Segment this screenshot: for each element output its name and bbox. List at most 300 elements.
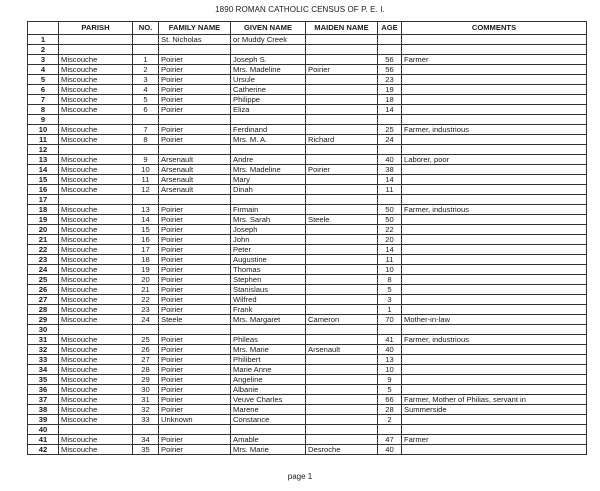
cell-row-number: 24 [28,265,59,275]
cell-comments: Farmer, industrious [402,125,587,135]
table-row [28,115,587,125]
cell-age: 5 [378,385,402,395]
cell-comments: Laborer, poor [402,155,587,165]
cell-given-name: Mrs. Margaret [231,315,306,325]
cell-household-number: 17 [133,245,159,255]
cell-parish [59,425,133,435]
cell-household-number: 15 [133,225,159,235]
cell-household-number [133,325,159,335]
cell-household-number: 22 [133,295,159,305]
cell-row-number: 16 [28,185,59,195]
cell-age: 10 [378,265,402,275]
table-row [28,445,587,455]
cell-household-number: 19 [133,265,159,275]
cell-row-number: 2 [28,45,59,55]
cell-parish: Miscouche [59,365,133,375]
cell-household-number: 14 [133,215,159,225]
cell-family-name: Poirier [159,245,231,255]
table-row [28,65,587,75]
cell-row-number: 7 [28,95,59,105]
cell-maiden-name [306,105,378,115]
cell-comments: Farmer, Mother of Philias, servant in [402,395,587,405]
cell-family-name: Poirier [159,295,231,305]
table-row [28,385,587,395]
cell-comments [402,215,587,225]
cell-given-name: Augustine [231,255,306,265]
cell-given-name: Mrs. Sarah [231,215,306,225]
cell-maiden-name [306,125,378,135]
table-row [28,105,587,115]
cell-parish: Miscouche [59,185,133,195]
table-row [28,325,587,335]
cell-parish: Miscouche [59,445,133,455]
cell-age: 66 [378,395,402,405]
cell-maiden-name [306,225,378,235]
cell-maiden-name [306,355,378,365]
cell-given-name: Amable [231,435,306,445]
cell-age: 38 [378,165,402,175]
cell-household-number: 8 [133,135,159,145]
cell-given-name: Peter [231,245,306,255]
cell-comments: Farmer [402,435,587,445]
cell-parish: Miscouche [59,375,133,385]
cell-maiden-name [306,435,378,445]
cell-parish: Miscouche [59,55,133,65]
table-row [28,55,587,65]
cell-household-number: 18 [133,255,159,265]
cell-given-name: Joseph S. [231,55,306,65]
cell-family-name: Poirier [159,75,231,85]
cell-parish: Miscouche [59,405,133,415]
cell-age [378,425,402,435]
cell-parish: Miscouche [59,205,133,215]
cell-given-name: Albanie [231,385,306,395]
cell-age: 40 [378,445,402,455]
table-row [28,415,587,425]
cell-family-name [159,145,231,155]
cell-family-name: Poirier [159,355,231,365]
cell-age [378,45,402,55]
cell-age: 14 [378,105,402,115]
cell-given-name: Angeline [231,375,306,385]
cell-family-name: Poirier [159,65,231,75]
cell-household-number: 12 [133,185,159,195]
table-row [28,135,587,145]
cell-household-number: 13 [133,205,159,215]
cell-parish [59,115,133,125]
cell-household-number [133,195,159,205]
cell-row-number: 20 [28,225,59,235]
cell-household-number: 30 [133,385,159,395]
cell-row-number: 28 [28,305,59,315]
cell-given-name: Mrs. Marie [231,445,306,455]
cell-family-name: Poirier [159,345,231,355]
cell-comments [402,95,587,105]
table-row [28,265,587,275]
column-header-household-number: NO. [133,22,159,35]
cell-given-name [231,145,306,155]
cell-row-number: 3 [28,55,59,65]
table-row [28,255,587,265]
cell-maiden-name [306,145,378,155]
cell-given-name: Ferdinand [231,125,306,135]
cell-parish: Miscouche [59,155,133,165]
cell-parish: Miscouche [59,275,133,285]
cell-age: 5 [378,285,402,295]
cell-family-name: Poirier [159,225,231,235]
cell-family-name: Poirier [159,265,231,275]
cell-row-number: 39 [28,415,59,425]
cell-maiden-name [306,305,378,315]
census-table [27,21,587,455]
cell-given-name: Stephen [231,275,306,285]
cell-comments [402,185,587,195]
cell-household-number: 34 [133,435,159,445]
cell-maiden-name [306,115,378,125]
cell-row-number: 9 [28,115,59,125]
table-row [28,355,587,365]
cell-comments [402,375,587,385]
cell-family-name [159,115,231,125]
cell-parish [59,35,133,45]
page-number: page 1 [287,472,313,481]
cell-household-number: 24 [133,315,159,325]
cell-age: 14 [378,175,402,185]
cell-age [378,195,402,205]
cell-given-name: Ursule [231,75,306,85]
cell-row-number: 13 [28,155,59,165]
cell-family-name: Poirier [159,385,231,395]
cell-parish: Miscouche [59,345,133,355]
cell-family-name: Poirier [159,405,231,415]
cell-age: 3 [378,295,402,305]
cell-given-name: Mrs. Madeline [231,65,306,75]
cell-maiden-name [306,255,378,265]
cell-row-number: 26 [28,285,59,295]
cell-parish: Miscouche [59,85,133,95]
cell-given-name: Eliza [231,105,306,115]
cell-maiden-name [306,85,378,95]
cell-comments [402,415,587,425]
cell-given-name: Stanislaus [231,285,306,295]
cell-age: 41 [378,335,402,345]
cell-household-number [133,425,159,435]
cell-parish: Miscouche [59,415,133,425]
table-row [28,285,587,295]
cell-maiden-name [306,195,378,205]
cell-row-number: 25 [28,275,59,285]
cell-comments [402,305,587,315]
table-row [28,85,587,95]
cell-parish [59,145,133,155]
table-row [28,225,587,235]
cell-given-name: Mrs. M. A. [231,135,306,145]
cell-comments: Farmer [402,55,587,65]
cell-row-number: 35 [28,375,59,385]
cell-maiden-name [306,405,378,415]
cell-age: 70 [378,315,402,325]
cell-family-name [159,45,231,55]
cell-parish: Miscouche [59,165,133,175]
cell-given-name: Thomas [231,265,306,275]
cell-row-number: 8 [28,105,59,115]
cell-age: 40 [378,345,402,355]
cell-age [378,145,402,155]
cell-maiden-name [306,175,378,185]
cell-family-name: Poirier [159,95,231,105]
cell-age: 22 [378,225,402,235]
cell-age [378,325,402,335]
cell-household-number [133,45,159,55]
cell-comments [402,105,587,115]
table-row [28,375,587,385]
table-row [28,95,587,105]
cell-family-name: Poirier [159,445,231,455]
header-row [28,22,587,35]
cell-given-name: Veuve Charles [231,395,306,405]
cell-family-name: Poirier [159,435,231,445]
cell-age: 25 [378,125,402,135]
cell-given-name: Constance [231,415,306,425]
cell-family-name [159,425,231,435]
cell-maiden-name [306,275,378,285]
cell-given-name: Marie Anne [231,365,306,375]
cell-household-number: 9 [133,155,159,165]
cell-parish [59,45,133,55]
cell-family-name: Poirier [159,85,231,95]
cell-family-name: Poirier [159,215,231,225]
cell-given-name: Mrs. Marie [231,345,306,355]
cell-household-number: 26 [133,345,159,355]
cell-row-number: 1 [28,35,59,45]
cell-parish: Miscouche [59,75,133,85]
cell-parish: Miscouche [59,105,133,115]
cell-comments [402,245,587,255]
cell-age: 23 [378,75,402,85]
cell-parish [59,325,133,335]
cell-age: 20 [378,235,402,245]
cell-family-name: Steele [159,315,231,325]
cell-parish: Miscouche [59,65,133,75]
cell-maiden-name: Richard [306,135,378,145]
cell-maiden-name [306,325,378,335]
cell-row-number: 6 [28,85,59,95]
cell-row-number: 5 [28,75,59,85]
cell-household-number: 11 [133,175,159,185]
cell-age: 10 [378,365,402,375]
cell-household-number: 5 [133,95,159,105]
cell-family-name: Poirier [159,305,231,315]
cell-household-number: 29 [133,375,159,385]
cell-row-number: 40 [28,425,59,435]
table-row [28,275,587,285]
cell-maiden-name [306,75,378,85]
cell-family-name: Poirier [159,55,231,65]
cell-comments [402,175,587,185]
cell-age [378,115,402,125]
cell-parish: Miscouche [59,245,133,255]
cell-maiden-name [306,235,378,245]
cell-comments [402,345,587,355]
cell-family-name: St. Nicholas [159,35,231,45]
cell-age: 1 [378,305,402,315]
cell-family-name: Arsenault [159,155,231,165]
cell-given-name: Marene [231,405,306,415]
cell-age: 24 [378,135,402,145]
table-row [28,405,587,415]
cell-family-name: Poirier [159,205,231,215]
cell-comments [402,35,587,45]
cell-comments [402,285,587,295]
cell-row-number: 37 [28,395,59,405]
cell-given-name: or Muddy Creek [231,35,306,45]
cell-maiden-name [306,185,378,195]
cell-maiden-name: Poirier [306,65,378,75]
cell-comments [402,225,587,235]
cell-household-number: 2 [133,65,159,75]
cell-family-name: Poirier [159,275,231,285]
cell-given-name: Wilfred [231,295,306,305]
cell-parish: Miscouche [59,225,133,235]
column-header-comments: COMMENTS [402,22,587,35]
cell-comments [402,85,587,95]
cell-given-name [231,325,306,335]
cell-comments: Farmer, industrious [402,205,587,215]
cell-household-number: 20 [133,275,159,285]
cell-household-number: 31 [133,395,159,405]
cell-household-number: 16 [133,235,159,245]
cell-parish: Miscouche [59,315,133,325]
cell-age: 56 [378,55,402,65]
table-row [28,245,587,255]
cell-comments [402,65,587,75]
cell-comments [402,295,587,305]
cell-given-name [231,115,306,125]
cell-parish: Miscouche [59,255,133,265]
cell-row-number: 17 [28,195,59,205]
table-row [28,305,587,315]
cell-given-name: Frank [231,305,306,315]
cell-comments [402,365,587,375]
cell-row-number: 42 [28,445,59,455]
cell-parish: Miscouche [59,355,133,365]
table-row [28,35,587,45]
cell-household-number: 25 [133,335,159,345]
cell-comments [402,165,587,175]
table-row [28,205,587,215]
cell-parish: Miscouche [59,235,133,245]
cell-maiden-name [306,395,378,405]
column-header-age: AGE [378,22,402,35]
cell-row-number: 21 [28,235,59,245]
table-body [28,35,587,455]
cell-given-name [231,425,306,435]
cell-maiden-name: Cameron [306,315,378,325]
cell-parish: Miscouche [59,295,133,305]
cell-comments [402,275,587,285]
cell-row-number: 23 [28,255,59,265]
table-row [28,425,587,435]
cell-maiden-name [306,55,378,65]
cell-maiden-name [306,375,378,385]
cell-comments [402,195,587,205]
cell-family-name: Poirier [159,235,231,245]
cell-family-name: Arsenault [159,175,231,185]
cell-age: 50 [378,205,402,215]
cell-comments [402,355,587,365]
cell-age: 9 [378,375,402,385]
cell-maiden-name [306,425,378,435]
cell-household-number [133,115,159,125]
table-row [28,155,587,165]
cell-comments [402,425,587,435]
cell-age: 2 [378,415,402,425]
column-header-parish: PARISH [59,22,133,35]
cell-age: 13 [378,355,402,365]
cell-household-number: 35 [133,445,159,455]
cell-comments [402,325,587,335]
cell-maiden-name [306,365,378,375]
cell-age: 18 [378,95,402,105]
cell-family-name: Poirier [159,135,231,145]
cell-age: 28 [378,405,402,415]
cell-family-name: Poirier [159,365,231,375]
cell-household-number: 28 [133,365,159,375]
table-row [28,235,587,245]
cell-maiden-name [306,415,378,425]
cell-comments: Mother-in-law [402,315,587,325]
cell-row-number: 36 [28,385,59,395]
cell-given-name: Philibert [231,355,306,365]
cell-row-number: 27 [28,295,59,305]
cell-household-number: 32 [133,405,159,415]
cell-maiden-name: Desroche [306,445,378,455]
cell-parish: Miscouche [59,285,133,295]
cell-age: 11 [378,255,402,265]
cell-row-number: 41 [28,435,59,445]
cell-maiden-name: Steele [306,215,378,225]
cell-maiden-name [306,95,378,105]
cell-parish: Miscouche [59,135,133,145]
cell-parish: Miscouche [59,265,133,275]
cell-row-number: 14 [28,165,59,175]
cell-parish: Miscouche [59,395,133,405]
cell-family-name: Poirier [159,395,231,405]
cell-comments [402,75,587,85]
cell-row-number: 4 [28,65,59,75]
cell-comments [402,445,587,455]
cell-household-number [133,145,159,155]
cell-household-number: 33 [133,415,159,425]
cell-row-number: 18 [28,205,59,215]
cell-age: 11 [378,185,402,195]
cell-family-name: Poirier [159,105,231,115]
cell-comments [402,255,587,265]
column-header-family-name: FAMILY NAME [159,22,231,35]
cell-comments: Farmer, industrious [402,335,587,345]
cell-comments [402,135,587,145]
cell-given-name: Firmain [231,205,306,215]
column-header-maiden-name: MAIDEN NAME [306,22,378,35]
cell-age: 56 [378,65,402,75]
cell-household-number: 10 [133,165,159,175]
cell-household-number: 27 [133,355,159,365]
cell-parish: Miscouche [59,125,133,135]
cell-family-name: Poirier [159,335,231,345]
table-row [28,435,587,445]
cell-maiden-name [306,45,378,55]
cell-parish: Miscouche [59,175,133,185]
